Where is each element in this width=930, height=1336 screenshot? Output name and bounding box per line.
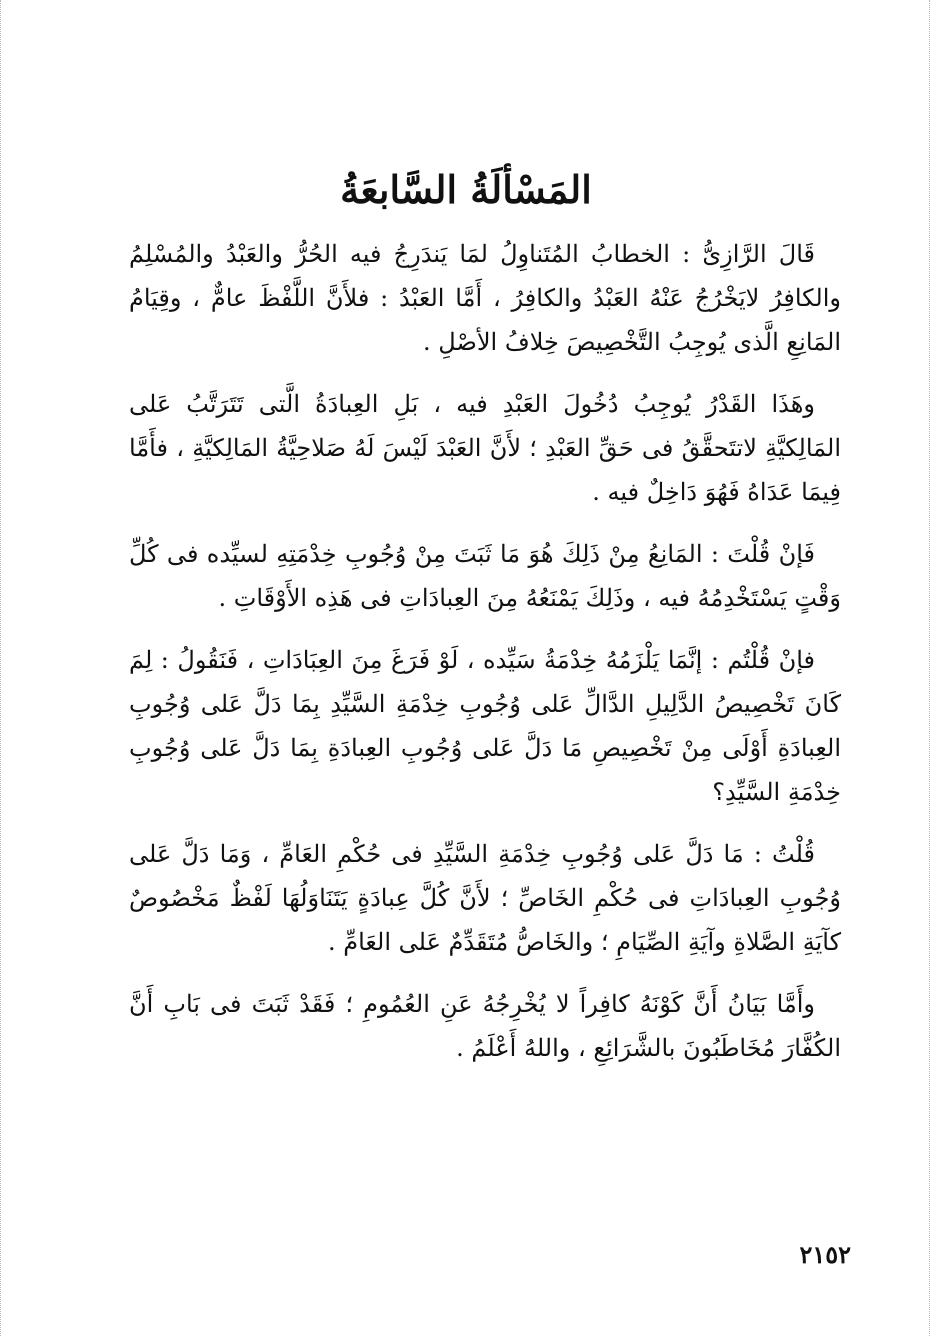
paragraph-6: وأَمَّا بَيَانُ أَنَّ كَوْنَهُ كافِراً لا يُخْرِجُهُ عَنِ العُمُومِ ؛ فَقَدْ ثَبَتَ فى بَابِ أَنَّ الكُفَّارَ مُخَاطَبُونَ بالشَّرَائِعِ ، واللهُ أَعْلَمُ . — [129, 990, 841, 1062]
body-text — [129, 232, 841, 1088]
section-title: المَسْألَةُ السَّابعَةُ — [340, 167, 592, 212]
paragraph-5: قُلْتُ : مَا دَلَّ عَلى وُجُوبِ خِدْمَةِ السَّيِّدِ فى حُكْمِ العَامِّ ، وَمَا دَلَّ عَلى وُجُوبِ العِبادَاتِ فى حُكْمِ الخَاصِّ ؛ لأَنَّ كُلَّ عِبادَةٍ يَتَنَاوَلُهَا لَفْظٌ مَخْصُوصٌ كآيَةِ الصَّلاةِ وآيَةِ الصِّيَامِ ؛ والخَاصُّ مُتَقَدِّمٌ عَلى العَامِّ . — [129, 840, 841, 956]
paragraph-4: فإنْ قُلْتُم : إنَّمَا يَلْزَمُهُ خِدْمَةُ سَيِّده ، لَوْ فَرَغَ مِنَ العِبَادَاتِ ، فَنَقُولُ : لِمَ كَانَ تَخْصِيصُ الدَّلِيلِ الدَّالِّ عَلى وُجُوبِ خِدْمَةِ السَّيِّدِ بِمَا دَلَّ عَلى وُجُوبِ العِبادَةِ أَوْلَى مِنْ تَخْصِيصِ مَا دَلَّ عَلى وُجُوبِ العِبادَةِ بِمَا دَلَّ عَلى وُجُوبِ خِدْمَةِ السَّيِّدِ؟ — [129, 646, 842, 806]
paragraph-1: قَالَ الرَّازِىُّ : الخطابُ المُتَناوِلُ لمَا يَندَرِجُ فيه الحُرُّ والعَبْدُ والمُسْلِمُ والكافِرُ لايَخْرُجُ عَنْهُ العَبْدُ والكافِرُ ، أَمَّا العَبْدُ : فلأَنَّ اللَّفْظَ عامٌّ ، وقِيَامُ المَانِعِ الَّذى يُوجِبُ التَّخْصِيصَ خِلافُ الأصْلِ . — [129, 240, 841, 356]
paragraph-2: وهَذَا القَدْرُ يُوجِبُ دُخُولَ العَبْدِ فيه ، بَلِ العِبادَةُ الَّتى تَتَرَتَّبُ عَلى المَالِكيَّةِ لاتتَحقَّقُ فى حَقِّ العَبْدِ ؛ لأَنَّ العَبْدَ لَيْسَ لَهُ صَلاحِيَّةُ المَالِكيَّةِ ، فأَمَّا فِيمَا عَدَاهُ فَهُوَ دَاخِلٌ فيه . — [129, 390, 841, 506]
paragraph-3: فَإنْ قُلْتَ : المَانِعُ مِنْ ذَلِكَ هُوَ مَا ثَبَتَ مِنْ وُجُوبِ خِدْمَتِهِ لسيِّده فى كُلِّ وَقْتٍ يَسْتَخْدِمُهُ فيه ، وذَلِكَ يَمْنَعُهُ مِنَ العِبادَاتِ فى هَذِه الأَوْقَاتِ . — [129, 540, 841, 612]
page-number: ٢١٥٢ — [799, 1240, 851, 1269]
